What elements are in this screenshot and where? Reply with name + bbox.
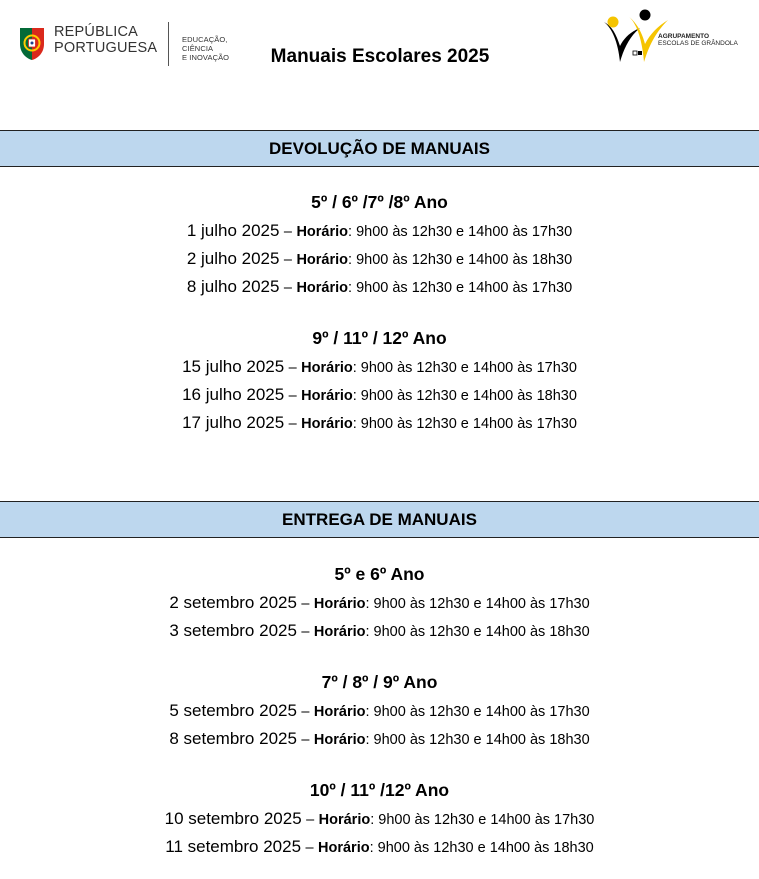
schedule-row [0, 836, 759, 859]
schedule-dash: – [301, 732, 310, 748]
schedule-label: Horário [296, 280, 349, 296]
schedule-date: 3 setembro 2025 [169, 621, 297, 640]
schedule-hours: : 9h00 às 12h30 e 14h00 às 17h30 [352, 360, 577, 376]
schedule-date: 15 julho 2025 [182, 357, 285, 376]
republica-portuguesa-logo [18, 22, 258, 66]
schedule-hours: : 9h00 às 12h30 e 14h00 às 18h30 [365, 624, 590, 640]
logo-divider [168, 22, 169, 66]
page-header [0, 0, 759, 110]
schedule-date: 16 julho 2025 [182, 385, 285, 404]
entrega-heading: ENTREGA DE MANUAIS [0, 501, 759, 538]
schedule-date: 5 setembro 2025 [169, 701, 297, 720]
schedule-hours: : 9h00 às 12h30 e 14h00 às 18h30 [369, 840, 594, 856]
schedule-hours: : 9h00 às 12h30 e 14h00 às 17h30 [348, 224, 573, 240]
schedule-label: Horário [318, 812, 371, 828]
entrega-group-title: 5º e 6º Ano [334, 564, 425, 584]
schedule-hours: : 9h00 às 12h30 e 14h00 às 17h30 [352, 416, 577, 432]
schedule-dash: – [306, 812, 315, 828]
schedule-hours: : 9h00 às 12h30 e 14h00 às 17h30 [348, 280, 573, 296]
schedule-date: 11 setembro 2025 [165, 837, 302, 856]
schedule-dash: – [288, 388, 297, 404]
schedule-label: Horário [313, 704, 366, 720]
schedule-row [0, 620, 759, 643]
schedule-row [0, 276, 759, 299]
schedule-dash: – [283, 252, 292, 268]
schedule-date: 8 julho 2025 [186, 277, 280, 296]
schedule-date: 8 setembro 2025 [169, 729, 297, 748]
schedule-dash: – [288, 416, 297, 432]
devolucao-group-title: 9º / 11º / 12º Ano [312, 328, 447, 348]
schedule-dash: – [301, 596, 310, 612]
schedule-date: 2 julho 2025 [186, 249, 280, 268]
schedule-hours: : 9h00 às 12h30 e 14h00 às 18h30 [352, 388, 577, 404]
schedule-label: Horário [301, 416, 353, 432]
agrupamento-logo [600, 8, 750, 68]
schedule-row [0, 728, 759, 751]
devolucao-heading: DEVOLUÇÃO DE MANUAIS [0, 130, 759, 167]
republica-portuguesa-text [54, 24, 157, 56]
portugal-emblem-icon [18, 26, 46, 62]
schedule-label: Horário [313, 596, 366, 612]
schedule-dash: – [288, 360, 297, 376]
republic-line-2: PORTUGUESA [54, 40, 158, 56]
schedule-row [0, 412, 759, 435]
agrupamento-line-1: AGRUPAMENTO [658, 33, 710, 40]
schedule-date: 17 julho 2025 [182, 413, 285, 432]
schedule-row [0, 700, 759, 723]
schedule-label: Horário [296, 224, 349, 240]
schedule-label: Horário [318, 840, 370, 856]
schedule-label: Horário [296, 252, 349, 268]
ministry-line-1: EDUCAÇÃO, CIÊNCIA [182, 35, 228, 53]
ministry-line-2: E INOVAÇÃO [182, 53, 230, 62]
ministry-text [182, 35, 258, 62]
agrupamento-text [658, 33, 738, 47]
schedule-hours: : 9h00 às 12h30 e 14h00 às 17h30 [365, 704, 590, 720]
schedule-dash: – [283, 224, 292, 240]
schedule-label: Horário [313, 624, 366, 640]
schedule-label: Horário [301, 388, 353, 404]
entrega-group-title: 10º / 11º /12º Ano [309, 780, 450, 800]
schedule-row [0, 220, 759, 243]
schedule-dash: – [305, 840, 314, 856]
schedule-label: Horário [301, 360, 353, 376]
schedule-dash: – [283, 280, 292, 296]
schedule-row [0, 808, 759, 831]
schedule-hours: : 9h00 às 12h30 e 14h00 às 17h30 [365, 596, 590, 612]
schedule-dash: – [301, 624, 310, 640]
republic-line-1: REPÚBLICA [54, 24, 138, 40]
schedule-row [0, 384, 759, 407]
schedule-row [0, 356, 759, 379]
schedule-dash: – [301, 704, 310, 720]
schedule-hours: : 9h00 às 12h30 e 14h00 às 17h30 [370, 812, 595, 828]
schedule-hours: : 9h00 às 12h30 e 14h00 às 18h30 [365, 732, 590, 748]
devolucao-group-title: 5º / 6º /7º /8º Ano [311, 192, 448, 212]
schedule-date: 1 julho 2025 [186, 221, 280, 240]
schedule-row [0, 592, 759, 615]
schedule-row [0, 248, 759, 271]
entrega-group-title: 7º / 8º / 9º Ano [321, 672, 438, 692]
schedule-date: 10 setembro 2025 [164, 809, 302, 828]
schedule-label: Horário [313, 732, 366, 748]
schedule-date: 2 setembro 2025 [169, 593, 297, 612]
agrupamento-line-2: ESCOLAS DE GRÂNDOLA [658, 40, 738, 47]
schedule-hours: : 9h00 às 12h30 e 14h00 às 18h30 [348, 252, 573, 268]
page-title: Manuais Escolares 2025 [270, 46, 490, 67]
